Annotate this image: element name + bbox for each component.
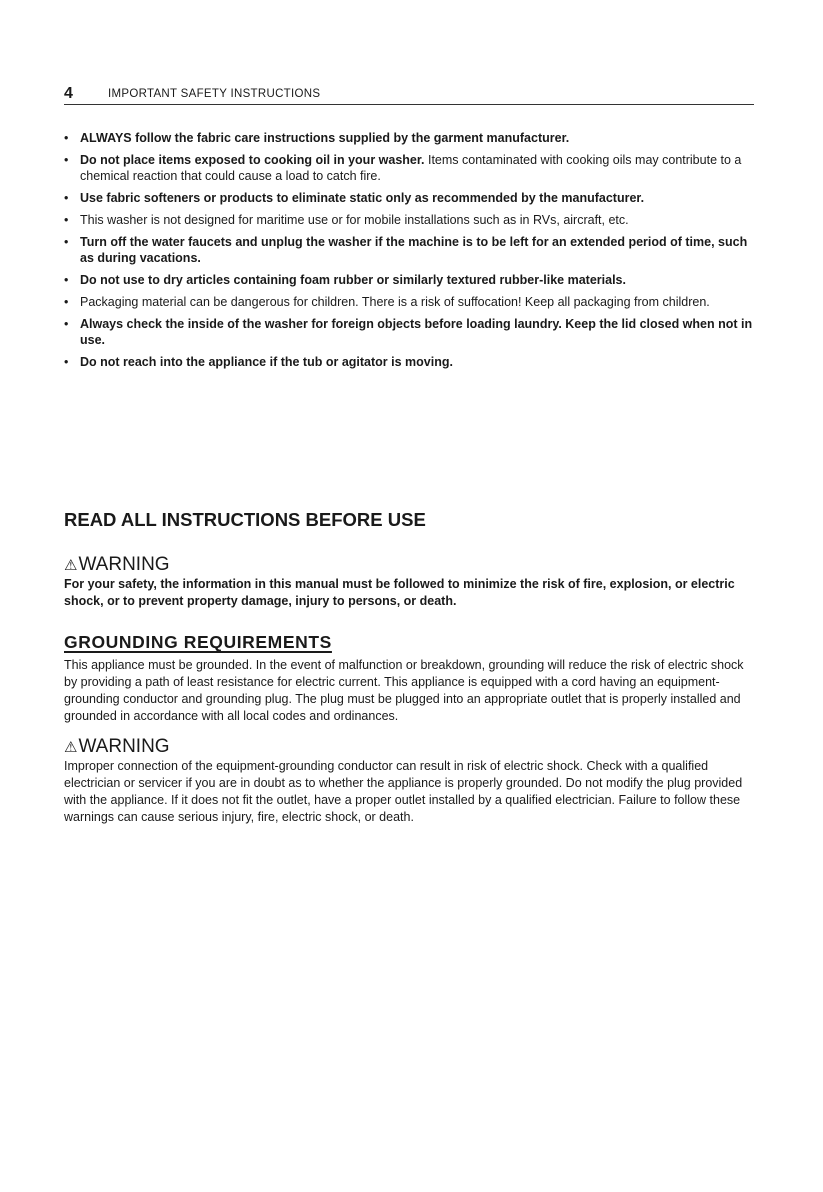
warning-triangle-icon: ⚠ [64, 739, 78, 756]
list-item: • Do not reach into the appliance if the tub or agitator is moving. [64, 354, 764, 370]
warning-title: WARNING [78, 554, 170, 575]
grounding-text: This appliance must be grounded. In the event of malfunction or breakdown, grounding will reduce the risk of electric shock by providing a path of least resistance for electric current. This appliance is equipped with a cord having an equipment-grounding conductor and grounding plug. The plug must be plugged into an appropriate outlet that is properly installed and grounded in accordance with all local codes and ordinances. [64, 658, 744, 723]
page-number: 4 [64, 85, 73, 102]
list-item: • Always check the inside of the washer for foreign objects before loading laundry. Keep the lid closed when not in use. [64, 316, 764, 348]
list-item: • Turn off the water faucets and unplug the washer if the machine is to be left for an extended period of time, such as during vacations. [64, 234, 764, 266]
list-item: • Do not use to dry articles containing foam rubber or similarly textured rubber-like materials. [64, 272, 764, 288]
safety-bullet-list [64, 130, 764, 376]
list-item: • Use fabric softeners or products to eliminate static only as recommended by the manufacturer. [64, 190, 764, 206]
header-title: IMPORTANT SAFETY INSTRUCTIONS [108, 88, 321, 100]
warning-heading [64, 553, 170, 578]
list-item: • Do not place items exposed to cooking oil in your washer. Items contaminated with cooking oils may contribute to a chemical reaction that could cause a load to catch fire. [64, 152, 764, 184]
grounding-heading: GROUNDING REQUIREMENTS [64, 632, 332, 652]
read-all-heading: READ ALL INSTRUCTIONS BEFORE USE [64, 509, 426, 530]
warning-text-2: Improper connection of the equipment-grounding conductor can result in risk of electric shock. Check with a qualified electrician or servicer if you are in doubt as to whether the appliance is properly grounded. Do not modify the plug provided with the appliance. If it does not fit the outlet, have a proper outlet installed by a qualified electrician. Failure to follow these warnings can cause serious injury, fire, electric shock, or death. [64, 759, 743, 824]
list-item: • This washer is not designed for maritime use or for mobile installations such as in RVs, aircraft, etc. [64, 212, 764, 228]
list-item: • Packaging material can be dangerous for children. There is a risk of suffocation! Keep all packaging from children. [64, 294, 764, 310]
page-header [64, 84, 754, 105]
warning-heading-2 [64, 735, 170, 760]
warning-text: For your safety, the information in this manual must be followed to minimize the risk of fire, explosion, or electric shock, or to prevent property damage, injury to persons, or death. [64, 577, 735, 608]
list-item: • ALWAYS follow the fabric care instructions supplied by the garment manufacturer. [64, 130, 764, 146]
warning-triangle-icon: ⚠ [64, 557, 78, 574]
warning-title-2: WARNING [78, 736, 170, 757]
